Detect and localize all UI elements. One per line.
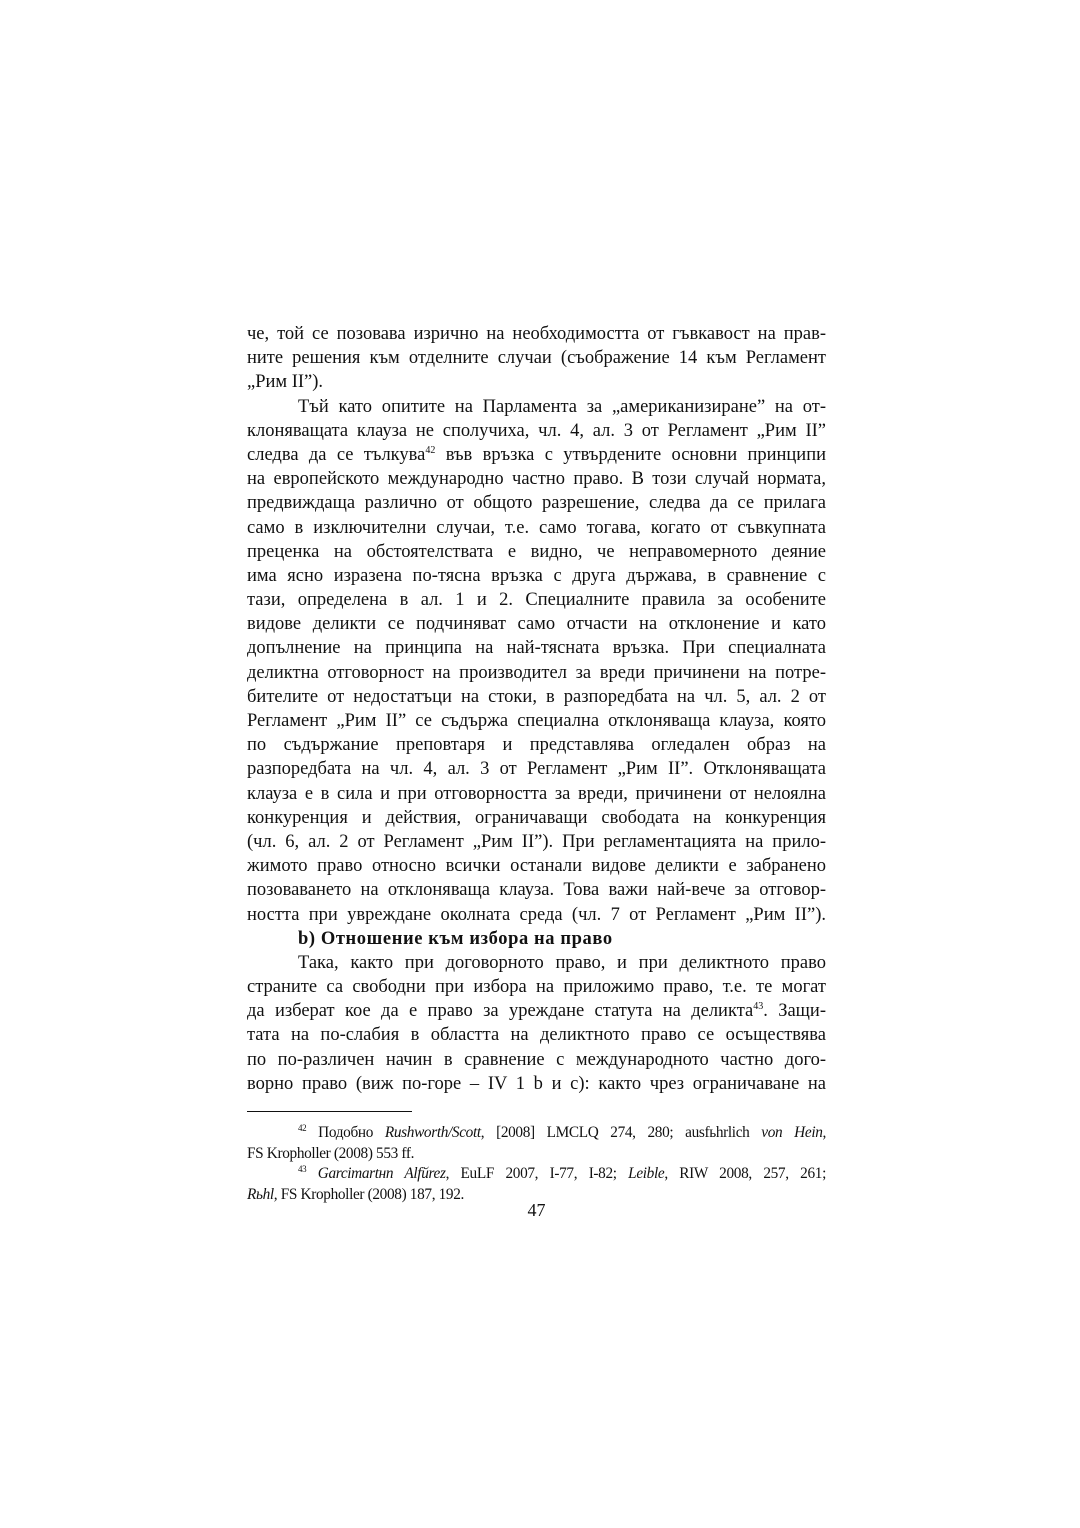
page-number: 47 — [527, 1200, 546, 1220]
body-line: деликтна отговорност на производител за вреди причинени на потре- — [247, 662, 826, 683]
body-line: по по-различен начин в сравнение с международното частно дого- — [247, 1049, 826, 1070]
footnote-author: von Hein, — [761, 1124, 826, 1141]
body-line: има ясно изразена по-тясна връзка с друга държава, в сравнение с — [247, 565, 826, 586]
footnote-43: $^{43}$ Garcimartнn Alfйrez, EuLF 2007, I-77, I-82; Leible, RIW 2008, 257, 261; — [298, 1164, 826, 1182]
body-line: следва да се тълкува$^{42}$ във връзка с утвърдените основни принципи — [247, 444, 826, 465]
footnote-42: $^{42}$ Подобно Rushworth/Scott, [2008] LMCLQ 274, 280; ausfьhrlich von Hein, — [298, 1123, 826, 1141]
body-line: бителите от недостатъци на стоки, в разпоредбата на чл. 5, ал. 2 от — [247, 686, 826, 707]
footnote-author: Rushworth/Scott — [384, 1124, 481, 1141]
body-line: допълнение на принципа на най-тясната връзка. При специалната — [247, 638, 826, 659]
footnote-author: Garcimartнn Alfйrez — [306, 1165, 446, 1182]
body-line: видове деликти се подчиняват само отчасти на отклонение и като — [247, 614, 826, 635]
footnote-43-cont: Rьhl, FS Kropholler (2008) 187, 192. — [247, 1185, 465, 1203]
footnote-42-cont: FS Kropholler (2008) 553 ff. — [247, 1144, 415, 1162]
body-line: преценка на обстоятелствата е видно, че неправомерното деяние — [247, 541, 826, 562]
body-line: позоваването на отклоняваща клауза. Това важи най-вече за отговор- — [247, 880, 826, 901]
body-line: (чл. 6, ал. 2 от Регламент „Рим II”). При регламентацията на прило- — [247, 831, 826, 852]
body-line: „Рим II”). — [247, 372, 324, 393]
body-line: страните са свободни при избора на приложимо право, т.е. те могат — [247, 977, 826, 998]
body-line: по съдържание преповтаря и представлява огледален образ на — [247, 735, 826, 756]
body-line: клауза е в сила и при отговорността за вреди, причинени от нелоялна — [247, 783, 826, 804]
body-line: тази, определена в ал. 1 и 2. Специалните правила за особените — [247, 590, 826, 611]
footnotes — [247, 1123, 826, 1205]
footnote-number: 42 — [298, 1123, 307, 1133]
body-line: ворно право (виж по-горе – IV 1 b и c): както чрез ограничаване на — [247, 1073, 826, 1094]
body-text — [247, 322, 826, 1096]
section-heading: b) Отношение към избора на право — [298, 928, 613, 949]
footnote-ref-43[interactable]: 43 — [753, 1001, 764, 1013]
body-line: тата на по-слабия в областта на деликтното право се осъществява — [247, 1025, 826, 1046]
body-line: Регламент „Рим II” се съдържа специална отклоняваща клауза, която — [247, 711, 826, 731]
body-line: Така, както при договорното право, и при деликтното право — [298, 952, 826, 973]
body-line: разпоредбата на чл. 4, ал. 3 от Регламент „Рим II”. Отклоняващата — [247, 759, 826, 780]
body-line: само в изключителни случаи, т.е. само тогава, когато от съвкупната — [247, 517, 826, 538]
body-line: клоняващата клауза не сполучиха, чл. 4, ал. 3 от Регламент „Рим II” — [247, 420, 826, 441]
footnote-author: Rьhl, — [247, 1185, 278, 1203]
body-line: Тъй като опитите на Парламента за „американизиране” на от- — [298, 396, 826, 417]
body-line: предвиждаща различно от общото разрешение, следва да се прилага — [247, 493, 826, 514]
footnote-number: 43 — [298, 1164, 307, 1174]
footnote-separator — [247, 1111, 412, 1112]
footnote-ref-42[interactable]: 42 — [425, 444, 436, 456]
page — [247, 322, 826, 1220]
footnote-author: Leible — [628, 1165, 665, 1182]
body-line: да изберат кое да е право за уреждане статута на деликта$^{43}$. Защи- — [247, 1001, 826, 1022]
body-line: че, той се позовава изрично на необходимостта от гъвкавост на прав- — [247, 324, 826, 344]
body-line: ните решения към отделните случаи (съображение 14 към Регламент — [247, 348, 826, 369]
body-line: конкуренция и действия, ограничаващи свободата на конкуренция — [247, 807, 826, 828]
body-line: на европейското международно частно право. В този случай нормата, — [247, 469, 826, 490]
body-line: жимото право относно всички останали видове деликти е забранено — [247, 856, 826, 877]
body-line: ността при увреждане околната среда (чл. 7 от Регламент „Рим II”). — [247, 904, 826, 925]
